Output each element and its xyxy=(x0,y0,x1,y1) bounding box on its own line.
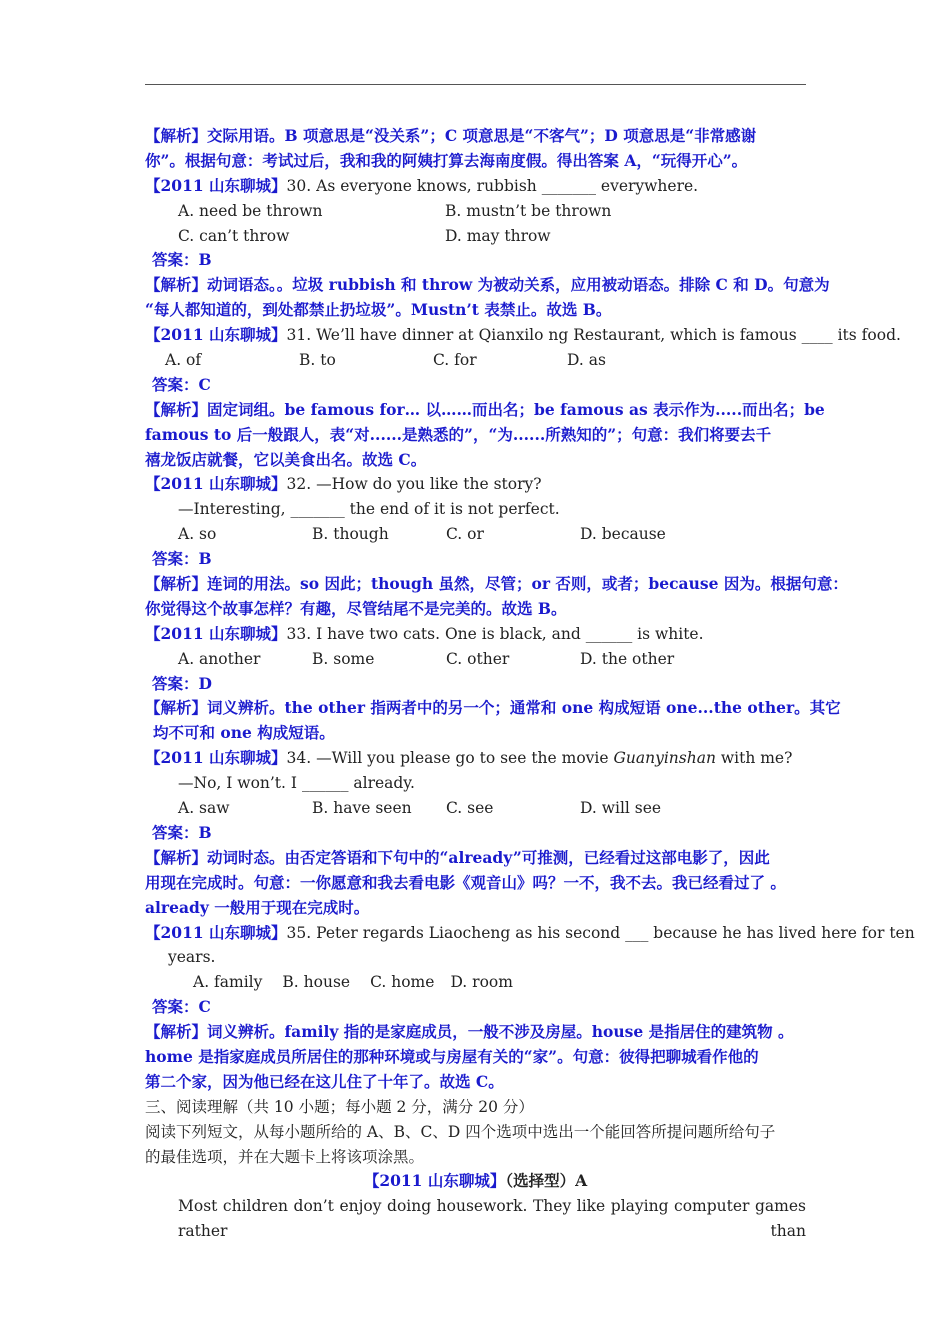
option-c: C. home xyxy=(370,973,435,992)
option-b: B. mustn’t be thrown xyxy=(445,201,612,220)
answer: 答案：B xyxy=(152,822,212,842)
header-rule xyxy=(145,84,806,85)
analysis-line: 均不可和 one 构成短语。 xyxy=(153,723,335,743)
source-tag: 【2011 山东聊城】 xyxy=(145,474,287,494)
option-b: B. house xyxy=(282,973,351,992)
section-instructions: 的最佳选项，并在大题卡上将该项涂黑。 xyxy=(145,1147,425,1166)
analysis-line: 【解析】连词的用法。so 因此；though 虽然，尽管；or 否则，或者；because 因为。根据句意： xyxy=(145,574,848,594)
option-a: A. need be thrown xyxy=(178,201,323,220)
answer: 答案：B xyxy=(152,549,212,569)
question-32 xyxy=(145,472,815,497)
section-instructions: 阅读下列短文，从每小题所给的 A、B、C、D 四个选项中选出一个能回答所提问题所给句子 xyxy=(145,1122,776,1141)
source-tag: 【2011 山东聊城】 xyxy=(145,922,287,942)
analysis-line: 【解析】词义辨析。the other 指两者中的另一个；通常和 one 构成短语 one...the other。其它 xyxy=(145,698,841,718)
source-tag: 【2011 山东聊城】 xyxy=(145,623,287,643)
source-tag: 【2011 山东聊城】 xyxy=(363,1171,506,1191)
question-34 xyxy=(145,746,815,771)
analysis-line: already 一般用于现在完成时。 xyxy=(145,897,370,917)
question-text: 30. As everyone knows, rubbish _______ everywhere. xyxy=(286,176,699,195)
question-text: 32. —How do you like the story? xyxy=(286,475,542,494)
option-d: D. because xyxy=(580,525,666,544)
movie-title: Guanyinshan xyxy=(613,749,716,768)
question-33 xyxy=(145,622,815,647)
question-text-2: —Interesting, _______ the end of it is not perfect. xyxy=(178,500,560,519)
analysis-line: famous to 后一般跟人，表“对......是熟悉的”，“为......所熟知的”；句意：我们将要去千 xyxy=(145,424,772,444)
option-d: D. as xyxy=(567,351,606,370)
options-row xyxy=(145,224,815,249)
option-c: C. for xyxy=(433,351,477,370)
analysis-line: 【解析】词义辨析。family 指的是家庭成员，一般不涉及房屋。house 是指居住的建筑物 。 xyxy=(145,1022,794,1042)
analysis-line: 【解析】动词时态。由否定答语和下句中的“already”可推测，已经看过这部电影了，因此 xyxy=(145,847,770,867)
options-row xyxy=(145,522,815,547)
question-text-2: —No, I won’t. I ______ already. xyxy=(178,774,415,793)
options-row xyxy=(145,647,815,672)
option-d: D. will see xyxy=(580,799,662,818)
answer: 答案：B xyxy=(152,250,212,270)
analysis-line: 【解析】固定词组。be famous for… 以……而出名；be famous as 表示作为.....而出名；be xyxy=(145,399,825,419)
analysis-line: “每人都知道的，到处都禁止扔垃圾”。Mustn’t 表禁止。故选 B。 xyxy=(145,300,612,320)
question-text: 35. Peter regards Liaocheng as his second ___ because he has lived here for ten xyxy=(286,923,915,942)
analysis-line: 你”。根据句意：考试过后，我和我的阿姨打算去海南度假。得出答案 A，“玩得开心”。 xyxy=(145,150,748,170)
option-c: C. other xyxy=(446,649,510,668)
answer: 答案：D xyxy=(152,673,212,693)
option-a: A. another xyxy=(178,649,261,668)
options-row xyxy=(145,348,815,373)
option-c: C. see xyxy=(446,799,494,818)
option-c: C. or xyxy=(446,525,484,544)
analysis-line: 你觉得这个故事怎样？有趣，尽管结尾不是完美的。故选 B。 xyxy=(145,598,567,618)
option-b: B. to xyxy=(299,351,336,370)
option-a: A. family xyxy=(193,973,263,992)
option-a: A. of xyxy=(165,351,202,370)
question-text-cont: years. xyxy=(168,948,216,967)
passage-text: Most children don’t enjoy doing housework. They like playing computer games rather than xyxy=(178,1197,806,1241)
source-tag: 【2011 山东聊城】 xyxy=(145,175,287,195)
analysis-line: 【解析】动词语态。。垃圾 rubbish 和 throw 为被动关系，应用被动语态。排除 C 和 D。句意为 xyxy=(145,275,830,295)
question-31 xyxy=(145,323,901,348)
answer: 答案：C xyxy=(152,374,211,394)
document-body xyxy=(145,124,915,1241)
question-35 xyxy=(145,921,915,946)
question-30 xyxy=(145,174,815,199)
analysis-line: 禧龙饭店就餐，它以美食出名。故选 C。 xyxy=(145,449,427,469)
analysis-line: 第二个家，因为他已经在这儿住了十年了。故选 C。 xyxy=(145,1071,504,1091)
option-d: D. may throw xyxy=(445,226,551,245)
passage-heading xyxy=(145,1169,806,1194)
analysis-line: home 是指家庭成员所居住的那种环境或与房屋有关的“家”。句意：彼得把聊城看作他的 xyxy=(145,1046,759,1066)
question-text: 34. —Will you please go to see the movie xyxy=(286,749,614,768)
option-b: B. though xyxy=(312,525,389,544)
option-b: B. some xyxy=(312,649,375,668)
option-a: A. saw xyxy=(178,799,230,818)
options-row xyxy=(145,970,815,995)
option-d: D. the other xyxy=(580,649,675,668)
option-b: B. have seen xyxy=(312,799,412,818)
question-text-end: with me? xyxy=(715,749,793,768)
option-a: A. so xyxy=(178,525,217,544)
analysis-line: 【解析】交际用语。B 项意思是“没关系”；C 项意思是“不客气”；D 项意思是“非常感谢 xyxy=(145,126,757,145)
passage-title: （选择型）A xyxy=(505,1171,588,1191)
source-tag: 【2011 山东聊城】 xyxy=(145,748,287,768)
question-text: 31. We’ll have dinner at Qianxilo ng Restaurant, which is famous ____ its food. xyxy=(286,326,901,345)
options-row xyxy=(145,796,815,821)
source-tag: 【2011 山东聊城】 xyxy=(145,325,287,345)
answer: 答案：C xyxy=(152,997,211,1017)
option-d: D. room xyxy=(450,973,513,992)
option-c: C. can’t throw xyxy=(178,226,290,245)
analysis-line: 用现在完成时。句意：一你愿意和我去看电影《观音山》吗？一不，我不去。我已经看过了 。 xyxy=(145,872,786,892)
section-title: 三、阅读理解（共 10 小题；每小题 2 分，满分 20 分） xyxy=(145,1097,534,1116)
question-text: 33. I have two cats. One is black, and ______ is white. xyxy=(286,624,704,643)
options-row xyxy=(145,199,815,224)
